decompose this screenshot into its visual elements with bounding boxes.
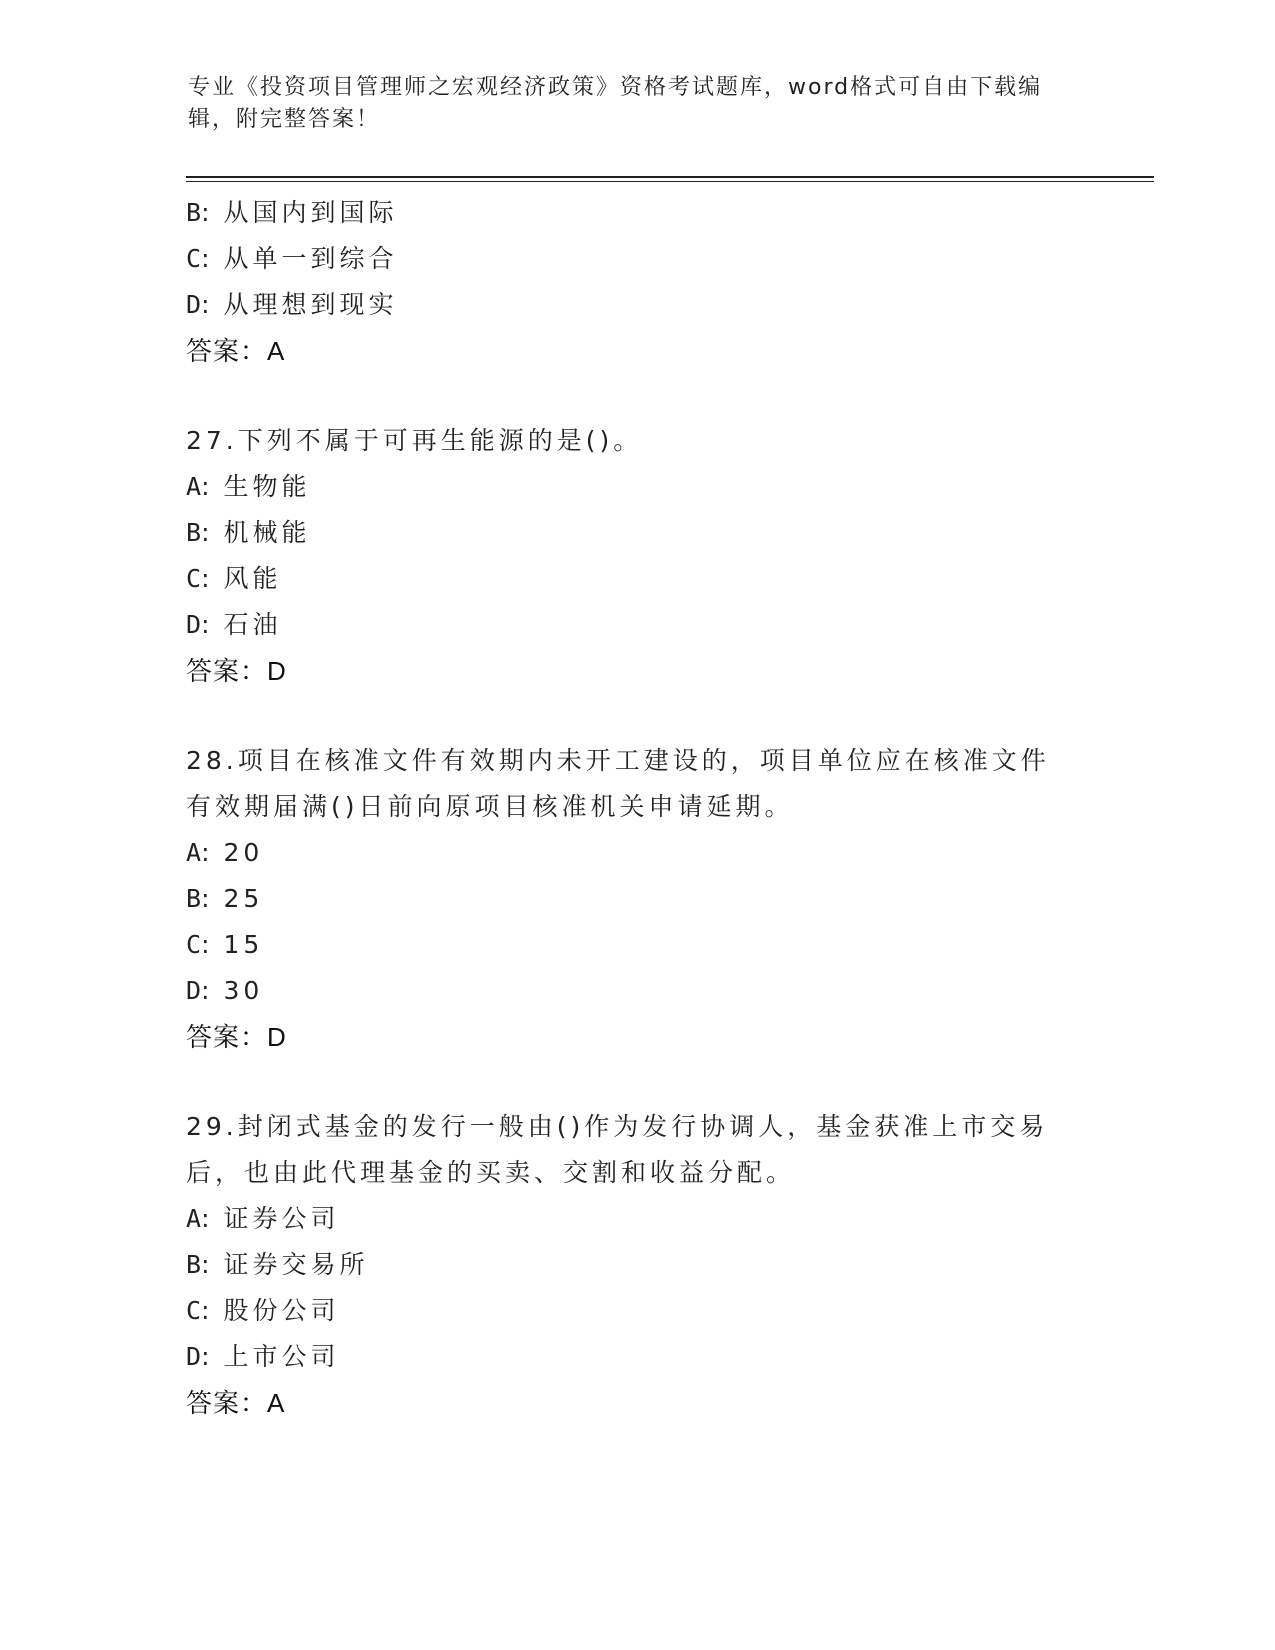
option-separator: : — [201, 198, 214, 227]
option-separator: : — [201, 1342, 214, 1371]
option-b — [186, 876, 1076, 922]
option-text: 30 — [223, 976, 264, 1005]
option-text: 15 — [223, 930, 264, 959]
question-27 — [186, 418, 1076, 694]
option-key: C — [186, 244, 202, 273]
option-separator: : — [201, 1250, 214, 1279]
document-header: 专业《投资项目管理师之宏观经济政策》资格考试题库，word格式可自由下载编辑，附完整答案！ — [188, 75, 1043, 132]
question-26-continued — [186, 190, 1076, 374]
question-list — [186, 190, 1076, 1426]
option-key: B — [186, 198, 202, 227]
answer-line: 答案：A — [186, 336, 286, 366]
option-separator: : — [201, 976, 214, 1005]
option-text: 生物能 — [223, 472, 311, 501]
option-c — [186, 922, 1076, 968]
option-c — [186, 556, 1076, 602]
option-text: 石油 — [223, 610, 282, 639]
option-d — [186, 968, 1076, 1014]
option-text: 股份公司 — [223, 1296, 340, 1325]
option-c — [186, 236, 1076, 282]
option-separator: : — [201, 1204, 214, 1233]
option-key: C — [186, 564, 202, 593]
option-separator: : — [201, 930, 214, 959]
option-key: D — [186, 290, 202, 319]
header-divider — [186, 176, 1154, 178]
question-28 — [186, 738, 1076, 1060]
option-key: D — [186, 1342, 202, 1371]
question-text: 27.下列不属于可再生能源的是()。 — [186, 426, 643, 455]
question-29 — [186, 1104, 1076, 1426]
option-d — [186, 1334, 1076, 1380]
option-a — [186, 830, 1076, 876]
option-separator: : — [201, 1296, 214, 1325]
option-text: 上市公司 — [223, 1342, 340, 1371]
answer-line: 答案：D — [186, 656, 287, 686]
option-key: A — [186, 1204, 202, 1233]
option-d — [186, 602, 1076, 648]
option-separator: : — [201, 290, 214, 319]
option-c — [186, 1288, 1076, 1334]
option-key: A — [186, 472, 202, 501]
option-separator: : — [201, 610, 214, 639]
option-text: 从理想到现实 — [223, 290, 398, 319]
header-divider-thin — [186, 181, 1154, 182]
option-key: D — [186, 976, 202, 1005]
option-separator: : — [201, 244, 214, 273]
option-separator: : — [201, 838, 214, 867]
answer-line: 答案：D — [186, 1022, 287, 1052]
option-key: B — [186, 518, 202, 547]
option-b — [186, 510, 1076, 556]
option-a — [186, 1196, 1076, 1242]
option-separator: : — [201, 472, 214, 501]
option-key: C — [186, 1296, 202, 1325]
option-text: 证券交易所 — [223, 1250, 369, 1279]
option-text: 风能 — [223, 564, 282, 593]
option-separator: : — [201, 884, 214, 913]
option-key: B — [186, 1250, 202, 1279]
option-separator: : — [201, 518, 214, 547]
option-text: 25 — [223, 884, 264, 913]
option-key: B — [186, 884, 202, 913]
option-key: D — [186, 610, 202, 639]
option-separator: : — [201, 564, 214, 593]
question-text: 29.封闭式基金的发行一般由()作为发行协调人，基金获准上市交易后，也由此代理基金的买卖、交割和收益分配。 — [186, 1112, 1049, 1187]
option-text: 20 — [223, 838, 264, 867]
option-b — [186, 1242, 1076, 1288]
option-d — [186, 282, 1076, 328]
answer-line: 答案：A — [186, 1388, 286, 1418]
option-b — [186, 190, 1076, 236]
option-key: A — [186, 838, 202, 867]
option-text: 机械能 — [223, 518, 311, 547]
option-text: 从单一到综合 — [223, 244, 398, 273]
option-key: C — [186, 930, 202, 959]
option-text: 从国内到国际 — [223, 198, 398, 227]
question-text: 28.项目在核准文件有效期内未开工建设的，项目单位应在核准文件有效期届满()日前向原项目核准机关申请延期。 — [186, 746, 1050, 821]
option-a — [186, 464, 1076, 510]
option-text: 证券公司 — [223, 1204, 340, 1233]
